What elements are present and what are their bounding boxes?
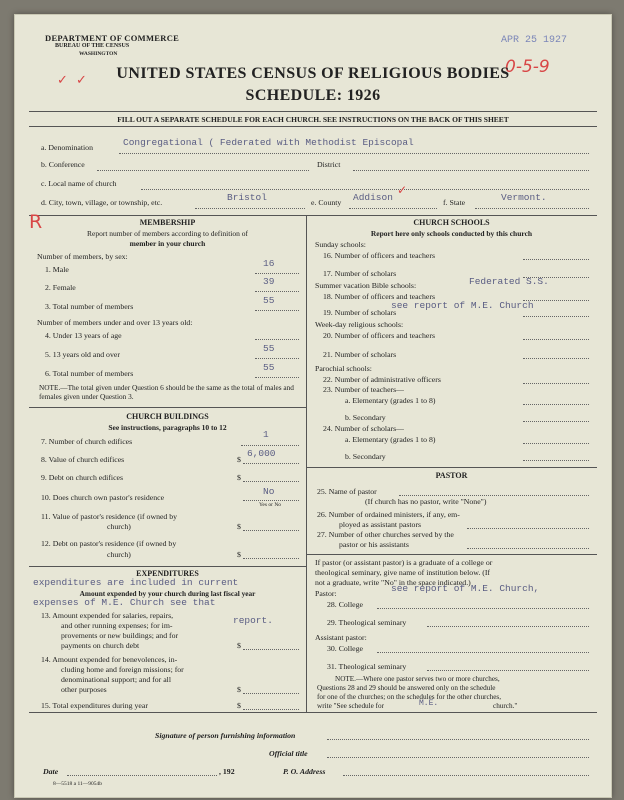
q30-label: 30. College xyxy=(327,644,363,653)
q21-label: 21. Number of scholars xyxy=(323,350,397,359)
q2-label: 2. Female xyxy=(45,283,76,292)
county-field[interactable]: Addison xyxy=(353,192,393,203)
q31-label: 31. Theological seminary xyxy=(327,662,407,671)
q28-label: 28. College xyxy=(327,600,363,609)
fill-line xyxy=(241,445,299,446)
q17-label: 17. Number of scholars xyxy=(323,269,397,278)
instructions-line: FILL OUT A SEPARATE SCHEDULE FOR EACH CHURCH. SEE INSTRUCTIONS ON THE BACK OF THIS SHEET xyxy=(117,115,509,124)
po-address-field[interactable] xyxy=(343,775,589,776)
fill-line xyxy=(195,208,305,209)
q12-field[interactable] xyxy=(243,558,299,559)
q9-label: 9. Debt on church edifices xyxy=(41,473,124,482)
fill-line xyxy=(255,291,299,292)
membership-note: NOTE.—The total given under Question 6 should be the same as the total of males and females given under Question 3. xyxy=(39,383,294,401)
pastor-note-4: write "See schedule for xyxy=(317,702,384,710)
q23b-label: b. Secondary xyxy=(345,413,386,422)
typed-expenditure-note-3: report. xyxy=(233,615,273,626)
q26-field[interactable] xyxy=(467,528,589,529)
divider xyxy=(29,407,306,408)
fill-line xyxy=(255,377,299,378)
signature-label: Signature of person furnishing information xyxy=(155,731,296,740)
expenditures-heading: EXPENDITURES xyxy=(136,569,199,578)
year-label: , 192 xyxy=(219,767,235,776)
q12-label-cont: church) xyxy=(107,550,131,559)
q28-field[interactable] xyxy=(377,608,589,609)
pastor-note-1: NOTE.—Where one pastor serves two or more churches, xyxy=(335,675,500,683)
membership-heading: MEMBERSHIP xyxy=(139,218,196,227)
q27-label-cont: pastor or his assistants xyxy=(339,540,409,549)
q11-label: 11. Value of pastor's residence (if owned by xyxy=(41,512,178,521)
summer-label: Summer vacation Bible schools: xyxy=(315,281,417,290)
local-name-field[interactable] xyxy=(141,189,589,190)
state-label: f. State xyxy=(443,198,466,207)
q11-label-cont: church) xyxy=(107,522,131,531)
q5-value[interactable]: 55 xyxy=(263,343,275,354)
q19-label: 19. Number of scholars xyxy=(323,308,397,317)
q27-label: 27. Number of other churches served by the xyxy=(317,530,454,539)
q24-label: 24. Number of scholars— xyxy=(323,424,404,433)
q15-field[interactable] xyxy=(243,709,299,710)
q13-label-cont: provements or new buildings; and for xyxy=(61,631,179,640)
q31-field[interactable] xyxy=(427,670,589,671)
q30-field[interactable] xyxy=(377,652,589,653)
q24b-label: b. Secondary xyxy=(345,452,386,461)
q16-field[interactable] xyxy=(523,259,589,260)
parochial-label: Parochial schools: xyxy=(315,364,372,373)
q23a-label: a. Elementary (grades 1 to 8) xyxy=(345,396,436,405)
weekday-label: Week-day religious schools: xyxy=(315,320,404,329)
red-handwritten-note: 0-5-9 xyxy=(505,57,550,77)
red-r-mark: R xyxy=(29,211,43,233)
q27-field[interactable] xyxy=(467,548,589,549)
fill-line xyxy=(353,170,589,171)
q16-label: 16. Number of officers and teachers xyxy=(323,251,436,260)
yes-no-hint: Yes or No xyxy=(259,502,282,508)
q14-label-cont: denominational support; and for all xyxy=(61,675,171,684)
divider xyxy=(306,467,597,468)
q21-field[interactable] xyxy=(523,358,589,359)
fill-line xyxy=(243,463,299,464)
pastor-note-2: Questions 28 and 29 should be answered only on the schedule xyxy=(317,684,496,692)
q10-label: 10. Does church own pastor's residence xyxy=(41,493,165,502)
divider xyxy=(306,554,597,555)
local-name-label: c. Local name of church xyxy=(41,179,117,188)
q7-label: 7. Number of church edifices xyxy=(41,437,133,446)
expenditures-sub: Amount expended by your church during last fiscal year xyxy=(79,589,256,598)
by-sex-label: Number of members, by sex: xyxy=(37,252,128,261)
q4-field[interactable] xyxy=(255,339,299,340)
q14-label-cont: other purposes xyxy=(61,685,107,694)
q23b-field[interactable] xyxy=(523,421,589,422)
q10-value[interactable]: No xyxy=(263,486,275,497)
po-address-label: P. O. Address xyxy=(283,767,326,776)
official-title-field[interactable] xyxy=(327,757,589,758)
column-divider xyxy=(306,215,307,712)
signature-field[interactable] xyxy=(327,739,589,740)
fill-line xyxy=(255,273,299,274)
q1-value[interactable]: 16 xyxy=(263,258,275,269)
county-label: e. County xyxy=(311,198,342,207)
conference-label: b. Conference xyxy=(41,160,85,169)
q2-value[interactable]: 39 xyxy=(263,276,275,287)
q6-label: 6. Total number of members xyxy=(45,369,134,378)
fill-line xyxy=(255,310,299,311)
red-check-mark: ✓ xyxy=(397,183,408,197)
graduate-instr-3: not a graduate, write "No" in the space indicated.) xyxy=(315,578,471,587)
q11-field[interactable] xyxy=(243,530,299,531)
q29-field[interactable] xyxy=(427,626,589,627)
q6-value[interactable]: 55 xyxy=(263,362,275,373)
fill-line xyxy=(349,208,437,209)
q9-field[interactable] xyxy=(243,481,299,482)
q18-label: 18. Number of officers and teachers xyxy=(323,292,436,301)
q14-label-cont: cluding home and foreign missions; for xyxy=(61,665,184,674)
buildings-heading: CHURCH BUILDINGS xyxy=(126,412,209,421)
schools-heading: CHURCH SCHOOLS xyxy=(413,218,490,227)
schools-sub: Report here only schools conducted by this church xyxy=(370,229,533,238)
washington-label: WASHINGTON xyxy=(79,51,118,57)
pastor-note-4-end: church." xyxy=(493,702,518,710)
fill-line xyxy=(243,500,299,501)
q29-label: 29. Theological seminary xyxy=(327,618,407,627)
city-label: d. City, town, village, or township, etc. xyxy=(41,198,163,207)
typed-me-church: M.E. xyxy=(419,699,439,708)
q13-label: 13. Amount expended for salaries, repairs, xyxy=(41,611,174,620)
typed-expenditure-note-1: expenditures are included in current xyxy=(33,577,239,588)
age-label: Number of members under and over 13 years old: xyxy=(37,318,193,327)
q24a-field[interactable] xyxy=(523,443,589,444)
q22-label: 22. Number of administrative officers xyxy=(323,375,441,384)
fill-line xyxy=(119,153,589,154)
form-number: 8—5518 a 11—9054b xyxy=(53,781,102,787)
q3-label: 3. Total number of members xyxy=(45,302,134,311)
dollar-sign: $ xyxy=(237,685,241,694)
q24a-label: a. Elementary (grades 1 to 8) xyxy=(345,435,436,444)
dollar-sign: $ xyxy=(237,473,241,482)
date-label: Date xyxy=(43,767,59,776)
bureau-name: BUREAU OF THE CENSUS xyxy=(55,43,130,49)
pastor-label: Pastor: xyxy=(315,589,337,598)
membership-sub1: Report number of members according to definition of xyxy=(87,229,248,238)
department-name: DEPARTMENT OF COMMERCE xyxy=(45,33,180,43)
dollar-sign: $ xyxy=(237,641,241,650)
divider xyxy=(29,566,306,567)
q23-label: 23. Number of teachers— xyxy=(323,385,404,394)
q1-label: 1. Male xyxy=(45,265,69,274)
dollar-sign: $ xyxy=(237,522,241,531)
graduate-instr-2: theological seminary, give name of institution below. (If xyxy=(315,568,491,577)
divider xyxy=(29,126,597,127)
divider xyxy=(29,712,597,713)
typed-see-report: see report of M.E. Church xyxy=(391,300,534,311)
district-label: District xyxy=(317,160,341,169)
dollar-sign: $ xyxy=(237,701,241,710)
q24b-field[interactable] xyxy=(523,460,589,461)
q13-label-cont: payments on church debt xyxy=(61,641,140,650)
assistant-pastor-label: Assistant pastor: xyxy=(315,633,367,642)
received-date-stamp: APR 25 1927 xyxy=(501,35,568,46)
q14-field[interactable] xyxy=(243,693,299,694)
typed-expenditure-note-2: expenses of M.E. Church see that xyxy=(33,597,216,608)
graduate-instr-1: If pastor (or assistant pastor) is a graduate of a college or xyxy=(315,558,493,567)
divider xyxy=(29,215,597,216)
q25-label: 25. Name of pastor xyxy=(317,487,377,496)
q13-label-cont: and other running expenses; for im- xyxy=(61,621,173,630)
membership-sub2: member in your church xyxy=(129,239,206,248)
q26-label-cont: ployed as assistant pastors xyxy=(339,520,422,529)
buildings-sub: See instructions, paragraphs 10 to 12 xyxy=(108,423,227,432)
q13-field[interactable] xyxy=(243,649,299,650)
official-title-label: Official title xyxy=(269,749,308,758)
dollar-sign: $ xyxy=(237,455,241,464)
q19-field[interactable] xyxy=(523,316,589,317)
sunday-label: Sunday schools: xyxy=(315,240,366,249)
dollar-sign: $ xyxy=(237,550,241,559)
typed-federated-ss: Federated S.S. xyxy=(469,276,549,287)
q8-label: 8. Value of church edifices xyxy=(41,455,125,464)
q8-value[interactable]: 6,000 xyxy=(247,448,276,459)
q3-value[interactable]: 55 xyxy=(263,295,275,306)
q5-label: 5. 13 years old and over xyxy=(45,350,120,359)
q22-field[interactable] xyxy=(523,383,589,384)
denomination-label: a. Denomination xyxy=(41,143,93,152)
census-schedule-form xyxy=(14,14,612,798)
q20-label: 20. Number of officers and teachers xyxy=(323,331,436,340)
q7-value[interactable]: 1 xyxy=(263,429,269,440)
typed-pastor-see-report: see report of M.E. Church, xyxy=(391,583,540,594)
red-scribble-mark: ✓ ✓ xyxy=(57,73,89,88)
q4-label: 4. Under 13 years of age xyxy=(45,331,122,340)
divider xyxy=(29,111,597,112)
denomination-field[interactable]: Congregational ( Federated with Methodist Episcopal xyxy=(123,137,414,148)
q25-field[interactable] xyxy=(399,495,589,496)
city-field[interactable]: Bristol xyxy=(227,192,267,203)
q15-label: 15. Total expenditures during year xyxy=(41,701,148,710)
fill-line xyxy=(97,170,309,171)
pastor-note-3: for one of the churches; on the schedules for the other churches, xyxy=(317,693,502,701)
q25-note: (If church has no pastor, write "None") xyxy=(365,497,487,506)
date-field[interactable] xyxy=(67,775,217,776)
form-subtitle: SCHEDULE: 1926 xyxy=(245,87,381,104)
q12-label: 12. Debt on pastor's residence (if owned by xyxy=(41,539,177,548)
q20-field[interactable] xyxy=(523,339,589,340)
q23a-field[interactable] xyxy=(523,404,589,405)
q14-label: 14. Amount expended for benevolences, in- xyxy=(41,655,178,664)
q18-field[interactable] xyxy=(523,300,589,301)
state-field[interactable]: Vermont. xyxy=(501,192,547,203)
fill-line xyxy=(475,208,589,209)
pastor-heading: PASTOR xyxy=(435,471,468,480)
form-title: UNITED STATES CENSUS OF RELIGIOUS BODIES xyxy=(116,65,510,82)
fill-line xyxy=(255,358,299,359)
q26-label: 26. Number of ordained ministers, if any, em- xyxy=(317,510,460,519)
